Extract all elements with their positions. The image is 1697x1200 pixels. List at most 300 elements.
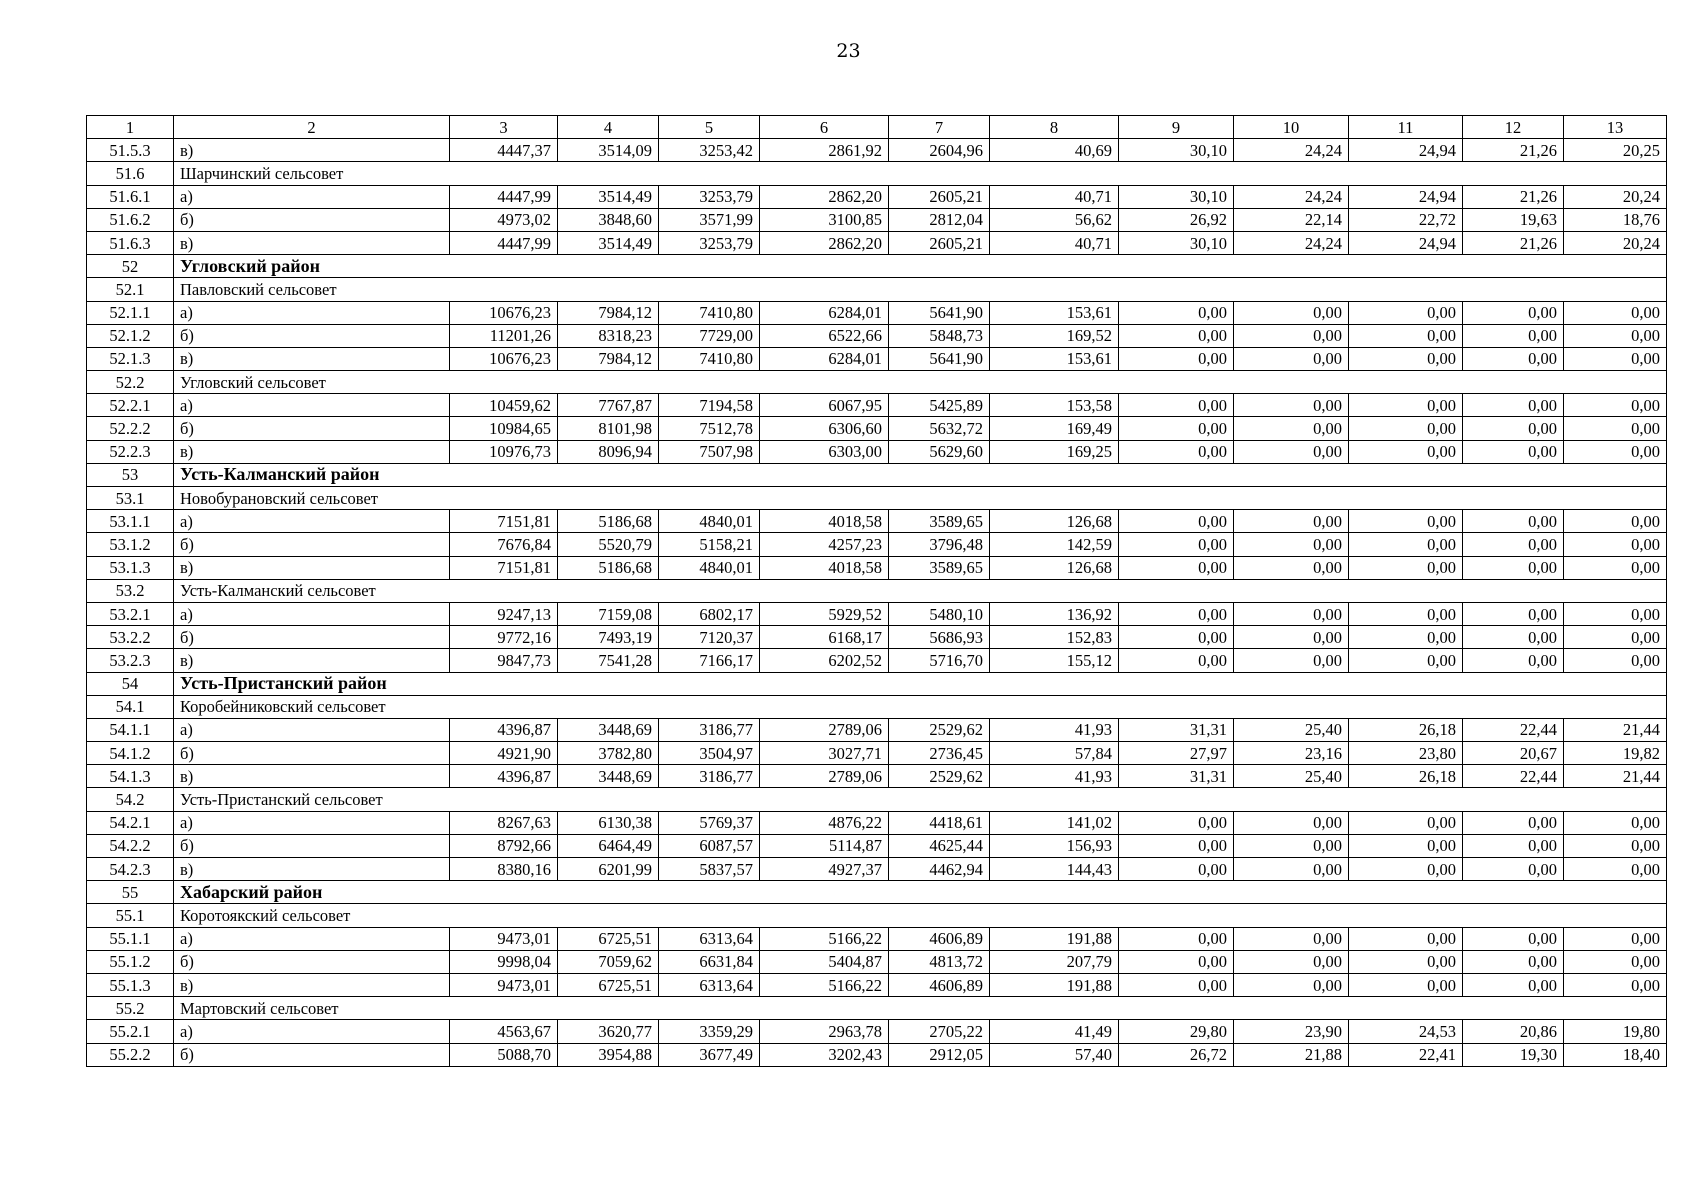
value-cell: 3589,65 <box>889 556 990 579</box>
value-cell: 18,76 <box>1564 208 1667 231</box>
value-cell: 0,00 <box>1463 834 1564 857</box>
value-cell: 0,00 <box>1349 602 1463 625</box>
row-number: 54.1.1 <box>87 718 174 741</box>
value-cell: 0,00 <box>1349 811 1463 834</box>
value-cell: 4927,37 <box>760 858 889 881</box>
table-row <box>87 742 1667 765</box>
value-cell: 0,00 <box>1564 950 1667 973</box>
district-row <box>87 463 1667 486</box>
table-row <box>87 858 1667 881</box>
column-header: 11 <box>1349 116 1463 139</box>
value-cell: 7410,80 <box>659 347 760 370</box>
table-row <box>87 208 1667 231</box>
value-cell: 142,59 <box>990 533 1119 556</box>
row-number: 55.2.2 <box>87 1043 174 1066</box>
value-cell: 2862,20 <box>760 231 889 254</box>
row-number: 52.2.1 <box>87 394 174 417</box>
value-cell: 6087,57 <box>659 834 760 857</box>
value-cell: 5404,87 <box>760 950 889 973</box>
value-cell: 3514,49 <box>558 185 659 208</box>
value-cell: 6284,01 <box>760 301 889 324</box>
value-cell: 7059,62 <box>558 950 659 973</box>
settlement-number: 52.2 <box>87 371 174 394</box>
value-cell: 5641,90 <box>889 301 990 324</box>
row-number: 51.6.1 <box>87 185 174 208</box>
value-cell: 24,94 <box>1349 231 1463 254</box>
value-cell: 3253,79 <box>659 185 760 208</box>
value-cell: 6067,95 <box>760 394 889 417</box>
value-cell: 40,71 <box>990 185 1119 208</box>
value-cell: 30,10 <box>1119 231 1234 254</box>
option-label: в) <box>174 649 450 672</box>
value-cell: 23,16 <box>1234 742 1349 765</box>
row-number: 53.1.3 <box>87 556 174 579</box>
value-cell: 4447,99 <box>450 185 558 208</box>
value-cell: 21,44 <box>1564 718 1667 741</box>
value-cell: 24,24 <box>1234 185 1349 208</box>
settlement-name: Коротоякский сельсовет <box>174 904 1667 927</box>
row-number: 53.2.3 <box>87 649 174 672</box>
district-name: Хабарский район <box>174 881 1667 904</box>
settlement-row <box>87 579 1667 602</box>
option-label: а) <box>174 927 450 950</box>
value-cell: 9473,01 <box>450 927 558 950</box>
option-label: а) <box>174 602 450 625</box>
value-cell: 0,00 <box>1463 347 1564 370</box>
table-row <box>87 185 1667 208</box>
value-cell: 3100,85 <box>760 208 889 231</box>
page-number: 23 <box>836 40 861 62</box>
value-cell: 136,92 <box>990 602 1119 625</box>
value-cell: 57,84 <box>990 742 1119 765</box>
row-number: 55.1.1 <box>87 927 174 950</box>
value-cell: 5114,87 <box>760 834 889 857</box>
settlement-row <box>87 695 1667 718</box>
option-label: в) <box>174 139 450 162</box>
value-cell: 3620,77 <box>558 1020 659 1043</box>
value-cell: 31,31 <box>1119 765 1234 788</box>
value-cell: 4563,67 <box>450 1020 558 1043</box>
value-cell: 7194,58 <box>659 394 760 417</box>
district-row <box>87 255 1667 278</box>
value-cell: 10676,23 <box>450 301 558 324</box>
value-cell: 0,00 <box>1463 602 1564 625</box>
settlement-row <box>87 788 1667 811</box>
value-cell: 4840,01 <box>659 510 760 533</box>
row-number: 51.5.3 <box>87 139 174 162</box>
value-cell: 156,93 <box>990 834 1119 857</box>
settlement-number: 53.2 <box>87 579 174 602</box>
value-cell: 0,00 <box>1463 394 1564 417</box>
value-cell: 3253,42 <box>659 139 760 162</box>
value-cell: 126,68 <box>990 556 1119 579</box>
value-cell: 9847,73 <box>450 649 558 672</box>
value-cell: 0,00 <box>1564 556 1667 579</box>
value-cell: 8318,23 <box>558 324 659 347</box>
option-label: в) <box>174 556 450 579</box>
option-label: в) <box>174 765 450 788</box>
value-cell: 0,00 <box>1234 533 1349 556</box>
value-cell: 4606,89 <box>889 973 990 996</box>
value-cell: 4257,23 <box>760 533 889 556</box>
value-cell: 6303,00 <box>760 440 889 463</box>
value-cell: 10976,73 <box>450 440 558 463</box>
value-cell: 6725,51 <box>558 927 659 950</box>
value-cell: 3186,77 <box>659 765 760 788</box>
option-label: а) <box>174 811 450 834</box>
row-number: 53.1.2 <box>87 533 174 556</box>
table-row <box>87 626 1667 649</box>
row-number: 54.2.3 <box>87 858 174 881</box>
value-cell: 0,00 <box>1564 811 1667 834</box>
table-row <box>87 1020 1667 1043</box>
value-cell: 6522,66 <box>760 324 889 347</box>
column-header: 13 <box>1564 116 1667 139</box>
value-cell: 153,61 <box>990 347 1119 370</box>
row-number: 54.1.3 <box>87 765 174 788</box>
value-cell: 0,00 <box>1119 950 1234 973</box>
value-cell: 4418,61 <box>889 811 990 834</box>
value-cell: 4447,37 <box>450 139 558 162</box>
value-cell: 169,25 <box>990 440 1119 463</box>
value-cell: 56,62 <box>990 208 1119 231</box>
value-cell: 153,61 <box>990 301 1119 324</box>
value-cell: 0,00 <box>1234 440 1349 463</box>
value-cell: 4018,58 <box>760 556 889 579</box>
header-row <box>87 116 1667 139</box>
value-cell: 9473,01 <box>450 973 558 996</box>
value-cell: 0,00 <box>1119 533 1234 556</box>
value-cell: 0,00 <box>1234 811 1349 834</box>
value-cell: 26,18 <box>1349 765 1463 788</box>
value-cell: 0,00 <box>1564 440 1667 463</box>
row-number: 51.6.2 <box>87 208 174 231</box>
table-row <box>87 927 1667 950</box>
value-cell: 0,00 <box>1463 626 1564 649</box>
value-cell: 25,40 <box>1234 718 1349 741</box>
value-cell: 5769,37 <box>659 811 760 834</box>
value-cell: 21,26 <box>1463 185 1564 208</box>
row-number: 53.2.2 <box>87 626 174 649</box>
value-cell: 5686,93 <box>889 626 990 649</box>
value-cell: 25,40 <box>1234 765 1349 788</box>
column-header: 4 <box>558 116 659 139</box>
option-label: б) <box>174 208 450 231</box>
value-cell: 5641,90 <box>889 347 990 370</box>
table-row <box>87 417 1667 440</box>
value-cell: 6631,84 <box>659 950 760 973</box>
table-row <box>87 649 1667 672</box>
settlement-name: Коробейниковский сельсовет <box>174 695 1667 718</box>
value-cell: 8101,98 <box>558 417 659 440</box>
value-cell: 9247,13 <box>450 602 558 625</box>
value-cell: 0,00 <box>1119 394 1234 417</box>
value-cell: 19,63 <box>1463 208 1564 231</box>
value-cell: 0,00 <box>1234 324 1349 347</box>
value-cell: 0,00 <box>1349 649 1463 672</box>
district-number: 55 <box>87 881 174 904</box>
value-cell: 0,00 <box>1463 510 1564 533</box>
value-cell: 7541,28 <box>558 649 659 672</box>
value-cell: 7151,81 <box>450 556 558 579</box>
option-label: а) <box>174 1020 450 1043</box>
settlement-row <box>87 371 1667 394</box>
value-cell: 6306,60 <box>760 417 889 440</box>
table-row <box>87 440 1667 463</box>
value-cell: 2529,62 <box>889 765 990 788</box>
row-number: 54.1.2 <box>87 742 174 765</box>
option-label: а) <box>174 301 450 324</box>
option-label: в) <box>174 440 450 463</box>
district-name: Угловский район <box>174 255 1667 278</box>
value-cell: 6202,52 <box>760 649 889 672</box>
option-label: б) <box>174 950 450 973</box>
value-cell: 3027,71 <box>760 742 889 765</box>
value-cell: 0,00 <box>1564 417 1667 440</box>
value-cell: 4973,02 <box>450 208 558 231</box>
value-cell: 0,00 <box>1119 347 1234 370</box>
value-cell: 2529,62 <box>889 718 990 741</box>
value-cell: 0,00 <box>1119 834 1234 857</box>
table-row <box>87 834 1667 857</box>
value-cell: 24,53 <box>1349 1020 1463 1043</box>
value-cell: 3514,49 <box>558 231 659 254</box>
value-cell: 23,90 <box>1234 1020 1349 1043</box>
value-cell: 19,30 <box>1463 1043 1564 1066</box>
value-cell: 2912,05 <box>889 1043 990 1066</box>
value-cell: 152,83 <box>990 626 1119 649</box>
value-cell: 21,26 <box>1463 139 1564 162</box>
value-cell: 0,00 <box>1119 927 1234 950</box>
value-cell: 0,00 <box>1349 510 1463 533</box>
value-cell: 191,88 <box>990 973 1119 996</box>
value-cell: 5632,72 <box>889 417 990 440</box>
settlement-name: Усть-Калманский сельсовет <box>174 579 1667 602</box>
value-cell: 0,00 <box>1234 834 1349 857</box>
value-cell: 0,00 <box>1564 834 1667 857</box>
value-cell: 26,18 <box>1349 718 1463 741</box>
value-cell: 207,79 <box>990 950 1119 973</box>
value-cell: 0,00 <box>1234 394 1349 417</box>
value-cell: 0,00 <box>1463 811 1564 834</box>
value-cell: 0,00 <box>1564 973 1667 996</box>
value-cell: 7151,81 <box>450 510 558 533</box>
value-cell: 3848,60 <box>558 208 659 231</box>
settlement-number: 53.1 <box>87 487 174 510</box>
value-cell: 0,00 <box>1463 533 1564 556</box>
value-cell: 31,31 <box>1119 718 1234 741</box>
value-cell: 0,00 <box>1234 973 1349 996</box>
row-number: 52.2.2 <box>87 417 174 440</box>
option-label: в) <box>174 231 450 254</box>
row-number: 54.2.2 <box>87 834 174 857</box>
value-cell: 0,00 <box>1564 324 1667 347</box>
value-cell: 3514,09 <box>558 139 659 162</box>
district-number: 52 <box>87 255 174 278</box>
value-cell: 0,00 <box>1119 858 1234 881</box>
value-cell: 0,00 <box>1564 626 1667 649</box>
column-header: 1 <box>87 116 174 139</box>
row-number: 53.2.1 <box>87 602 174 625</box>
value-cell: 7493,19 <box>558 626 659 649</box>
column-header: 6 <box>760 116 889 139</box>
table-row <box>87 973 1667 996</box>
value-cell: 0,00 <box>1349 973 1463 996</box>
table-row <box>87 602 1667 625</box>
value-cell: 0,00 <box>1349 417 1463 440</box>
table-row <box>87 231 1667 254</box>
value-cell: 0,00 <box>1234 649 1349 672</box>
value-cell: 7512,78 <box>659 417 760 440</box>
value-cell: 8380,16 <box>450 858 558 881</box>
row-number: 55.1.2 <box>87 950 174 973</box>
value-cell: 7507,98 <box>659 440 760 463</box>
value-cell: 0,00 <box>1564 927 1667 950</box>
table-row <box>87 811 1667 834</box>
value-cell: 24,24 <box>1234 139 1349 162</box>
value-cell: 0,00 <box>1234 417 1349 440</box>
district-row <box>87 672 1667 695</box>
district-name: Усть-Пристанский район <box>174 672 1667 695</box>
value-cell: 4396,87 <box>450 718 558 741</box>
value-cell: 4625,44 <box>889 834 990 857</box>
settlement-name: Шарчинский сельсовет <box>174 162 1667 185</box>
value-cell: 2789,06 <box>760 765 889 788</box>
settlement-number: 55.2 <box>87 997 174 1020</box>
value-cell: 0,00 <box>1564 602 1667 625</box>
settlement-row <box>87 997 1667 1020</box>
value-cell: 0,00 <box>1349 347 1463 370</box>
value-cell: 0,00 <box>1119 301 1234 324</box>
value-cell: 5166,22 <box>760 927 889 950</box>
value-cell: 5848,73 <box>889 324 990 347</box>
value-cell: 2861,92 <box>760 139 889 162</box>
option-label: в) <box>174 347 450 370</box>
value-cell: 0,00 <box>1119 556 1234 579</box>
value-cell: 22,44 <box>1463 765 1564 788</box>
value-cell: 0,00 <box>1564 510 1667 533</box>
settlement-number: 54.2 <box>87 788 174 811</box>
value-cell: 5520,79 <box>558 533 659 556</box>
data-table <box>86 115 1667 1067</box>
value-cell: 0,00 <box>1234 510 1349 533</box>
value-cell: 153,58 <box>990 394 1119 417</box>
value-cell: 3677,49 <box>659 1043 760 1066</box>
value-cell: 0,00 <box>1564 394 1667 417</box>
value-cell: 0,00 <box>1349 626 1463 649</box>
value-cell: 5158,21 <box>659 533 760 556</box>
value-cell: 0,00 <box>1119 811 1234 834</box>
value-cell: 0,00 <box>1119 602 1234 625</box>
value-cell: 4813,72 <box>889 950 990 973</box>
value-cell: 0,00 <box>1349 301 1463 324</box>
value-cell: 7166,17 <box>659 649 760 672</box>
value-cell: 0,00 <box>1234 950 1349 973</box>
value-cell: 0,00 <box>1119 626 1234 649</box>
table-row <box>87 556 1667 579</box>
value-cell: 2789,06 <box>760 718 889 741</box>
value-cell: 8267,63 <box>450 811 558 834</box>
value-cell: 0,00 <box>1463 324 1564 347</box>
value-cell: 0,00 <box>1463 417 1564 440</box>
value-cell: 0,00 <box>1234 556 1349 579</box>
column-header: 12 <box>1463 116 1564 139</box>
value-cell: 141,02 <box>990 811 1119 834</box>
value-cell: 7676,84 <box>450 533 558 556</box>
column-header: 5 <box>659 116 760 139</box>
value-cell: 19,80 <box>1564 1020 1667 1043</box>
value-cell: 2963,78 <box>760 1020 889 1043</box>
value-cell: 4462,94 <box>889 858 990 881</box>
column-header: 8 <box>990 116 1119 139</box>
column-header: 3 <box>450 116 558 139</box>
value-cell: 0,00 <box>1463 556 1564 579</box>
value-cell: 0,00 <box>1234 347 1349 370</box>
settlement-row <box>87 487 1667 510</box>
value-cell: 2862,20 <box>760 185 889 208</box>
value-cell: 2812,04 <box>889 208 990 231</box>
value-cell: 2604,96 <box>889 139 990 162</box>
value-cell: 0,00 <box>1463 927 1564 950</box>
table-row <box>87 301 1667 324</box>
value-cell: 24,94 <box>1349 139 1463 162</box>
value-cell: 0,00 <box>1119 510 1234 533</box>
row-number: 54.2.1 <box>87 811 174 834</box>
value-cell: 7767,87 <box>558 394 659 417</box>
option-label: б) <box>174 324 450 347</box>
value-cell: 0,00 <box>1349 394 1463 417</box>
value-cell: 0,00 <box>1234 626 1349 649</box>
value-cell: 0,00 <box>1234 927 1349 950</box>
row-number: 52.2.3 <box>87 440 174 463</box>
value-cell: 22,44 <box>1463 718 1564 741</box>
value-cell: 0,00 <box>1564 858 1667 881</box>
row-number: 55.1.3 <box>87 973 174 996</box>
value-cell: 22,14 <box>1234 208 1349 231</box>
value-cell: 7984,12 <box>558 301 659 324</box>
value-cell: 6168,17 <box>760 626 889 649</box>
value-cell: 6313,64 <box>659 927 760 950</box>
value-cell: 41,93 <box>990 765 1119 788</box>
table-row <box>87 394 1667 417</box>
table-row <box>87 347 1667 370</box>
value-cell: 9772,16 <box>450 626 558 649</box>
settlement-name: Усть-Пристанский сельсовет <box>174 788 1667 811</box>
value-cell: 21,44 <box>1564 765 1667 788</box>
value-cell: 3782,80 <box>558 742 659 765</box>
value-cell: 0,00 <box>1349 533 1463 556</box>
settlement-name: Мартовский сельсовет <box>174 997 1667 1020</box>
value-cell: 2605,21 <box>889 185 990 208</box>
value-cell: 8096,94 <box>558 440 659 463</box>
value-cell: 5629,60 <box>889 440 990 463</box>
value-cell: 6130,38 <box>558 811 659 834</box>
value-cell: 41,49 <box>990 1020 1119 1043</box>
value-cell: 10984,65 <box>450 417 558 440</box>
value-cell: 0,00 <box>1463 440 1564 463</box>
value-cell: 0,00 <box>1234 301 1349 324</box>
value-cell: 0,00 <box>1349 324 1463 347</box>
value-cell: 30,10 <box>1119 139 1234 162</box>
column-header: 7 <box>889 116 990 139</box>
option-label: б) <box>174 742 450 765</box>
district-name: Усть-Калманский район <box>174 463 1667 486</box>
value-cell: 3954,88 <box>558 1043 659 1066</box>
value-cell: 6802,17 <box>659 602 760 625</box>
column-header: 9 <box>1119 116 1234 139</box>
value-cell: 0,00 <box>1349 858 1463 881</box>
option-label: а) <box>174 510 450 533</box>
